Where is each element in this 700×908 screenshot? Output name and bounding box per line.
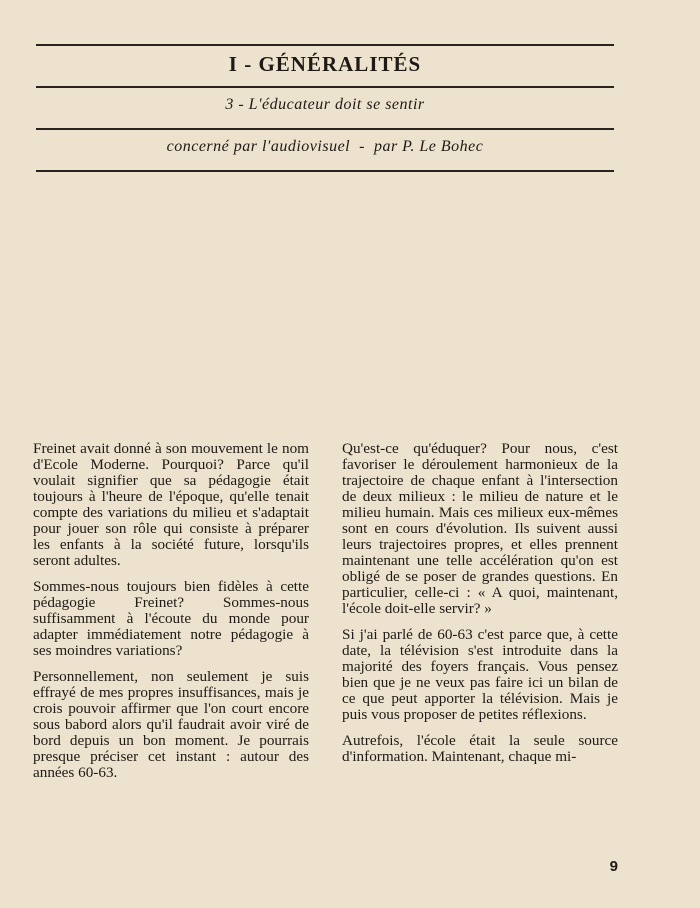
paragraph: Personnellement, non seulement je suis effrayé de mes propres insuffisances, mais je crois pouvoir affirmer que l'on court encore sous babord alors qu'il faudrait avoir viré de bord depuis un bon moment. Je pourrais presque préciser cet instant : autour des années 60-63. [33, 668, 309, 781]
header-rule-bottom [36, 170, 614, 172]
article-byline: concerné par l'audiovisuel - par P. Le Bohec [166, 138, 484, 155]
page-number: 9 [609, 858, 618, 875]
section-title: I - GÉNÉRALITÉS [228, 52, 422, 76]
paragraph: Autrefois, l'école était la seule source d'information. Maintenant, chaque mi- [342, 732, 618, 765]
paragraph: Qu'est-ce qu'éduquer? Pour nous, c'est favoriser le déroulement harmonieux de la trajectoire de chaque enfant à l'intersection de deux milieux : le milieu de nature et le milieu humain. Mais ces milieux eux-mêmes sont en cours d'évolution. Ils suivent aussi leurs trajectoires propres, et elles prennent maintenant une telle accélération qu'on est obligé de se poser de grandes questions. En particulier, celle-ci : « A quoi, maintenant, l'école doit-elle servir? » [342, 440, 618, 617]
header-rule-top [36, 44, 614, 46]
paragraph: Sommes-nous toujours bien fidèles à cette pédagogie Freinet? Sommes-nous suffisamment à l'écoute du monde pour adapter immédiatement notre pédagogie à ses moindres variations? [33, 578, 309, 659]
header-rule-3 [36, 128, 614, 130]
paragraph: Freinet avait donné à son mouvement le nom d'Ecole Moderne. Pourquoi? Parce qu'il voulait signifier que sa pédagogie était toujours à l'heure de l'époque, qu'elle tenait compte des variations du milieu et s'adaptait pour jouer son rôle qui consiste à préparer les enfants à la société future, lorsqu'ils seront adultes. [33, 440, 309, 569]
header-rule-2 [36, 86, 614, 88]
paragraph: Si j'ai parlé de 60-63 c'est parce que, à cette date, la télévision s'est introduite dans la majorité des foyers français. Vous pensez bien que je ne veux pas faire ici un bilan de ce que peut apporter la télévision. Mais je puis vous proposer de petites réflexions. [342, 626, 618, 723]
right-column [342, 441, 618, 775]
article-subtitle: 3 - L'éducateur doit se sentir [225, 96, 425, 113]
left-column [33, 441, 309, 791]
